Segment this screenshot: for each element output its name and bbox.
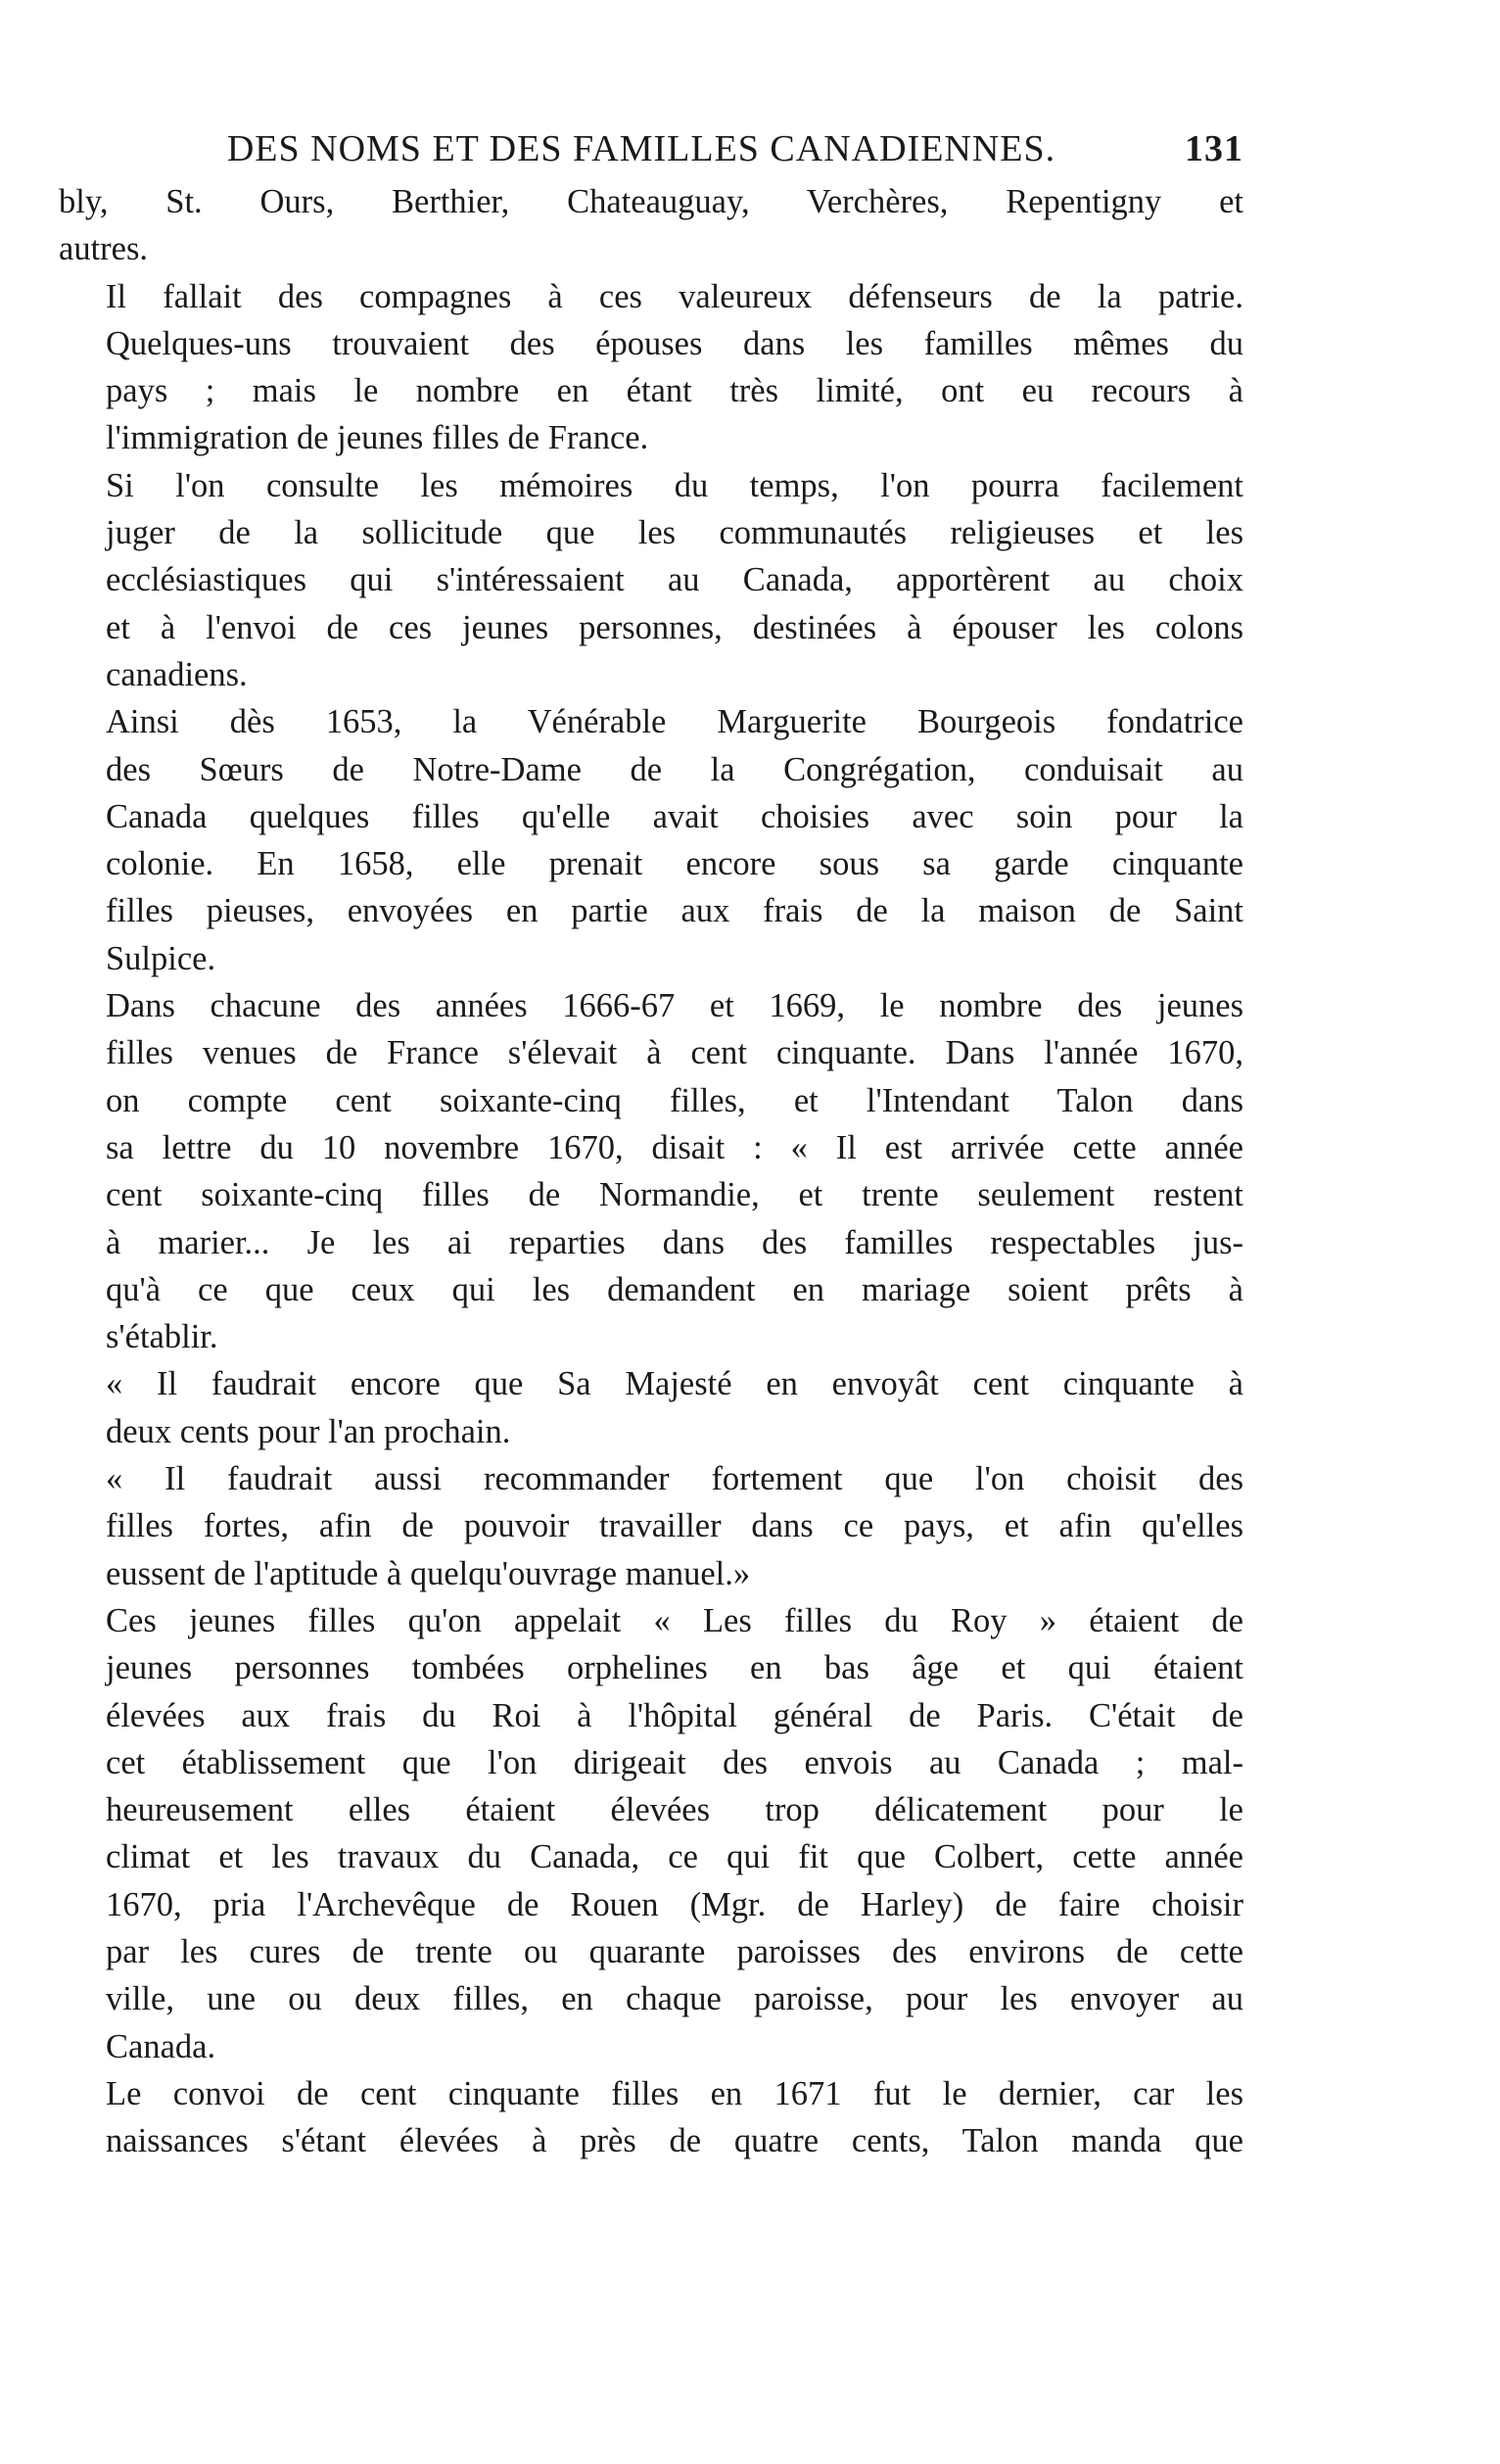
text-line: Le convoi de cent cinquante filles en 1671 fut le dernier, car les: [106, 2074, 1243, 2112]
text-line: filles venues de France s'élevait à cent cinquante. Dans l'année 1670,: [106, 1034, 1243, 1072]
paragraph: [59, 1597, 1243, 2070]
text-line: 1670, pria l'Archevêque de Rouen (Mgr. de Harley) de faire choisir: [106, 1885, 1243, 1923]
paragraph: [59, 1455, 1243, 1597]
text-line: filles pieuses, envoyées en partie aux frais de la maison de Saint: [106, 892, 1243, 930]
paragraph: [59, 273, 1243, 462]
text-line: ecclésiastiques qui s'intéressaient au Canada, apportèrent au choix: [106, 561, 1243, 599]
text-line: Quelques-uns trouvaient des épouses dans les familles mêmes du: [106, 324, 1243, 362]
text-line: et à l'envoi de ces jeunes personnes, destinées à épouser les colons: [106, 608, 1243, 646]
text-line: canadiens.: [106, 655, 248, 693]
running-head: [59, 127, 1243, 170]
text-line: on compte cent soixante-cinq filles, et l'Intendant Talon dans: [106, 1081, 1243, 1119]
page-number: 131: [1185, 128, 1243, 169]
paragraph: [59, 462, 1243, 698]
text-line: Si l'on consulte les mémoires du temps, l'on pourra facilement: [106, 466, 1243, 504]
text-line: jeunes personnes tombées orphelines en bas âge et qui étaient: [106, 1649, 1243, 1687]
text-line: climat et les travaux du Canada, ce qui fit que Colbert, cette année: [106, 1838, 1243, 1876]
text-line: colonie. En 1658, elle prenait encore sous sa garde cinquante: [106, 845, 1243, 883]
text-line: filles fortes, afin de pouvoir travailler dans ce pays, et afin qu'elles: [106, 1507, 1243, 1545]
text-line: cet établissement que l'on dirigeait des envois au Canada ; mal-: [106, 1743, 1243, 1781]
text-line: ville, une ou deux filles, en chaque paroisse, pour les envoyer au: [106, 1980, 1243, 2018]
text-line: naissances s'étant élevées à près de quatre cents, Talon manda que: [106, 2122, 1243, 2160]
text-line: eussent de l'aptitude à quelqu'ouvrage manuel.»: [106, 1554, 751, 1592]
text-line: Dans chacune des années 1666-67 et 1669, le nombre des jeunes: [106, 987, 1243, 1025]
text-line: Ainsi dès 1653, la Vénérable Marguerite Bourgeois fondatrice: [106, 703, 1243, 741]
text-line: Il fallait des compagnes à ces valeureux défenseurs de la patrie.: [106, 277, 1243, 315]
text-line: juger de la sollicitude que les communautés religieuses et les: [106, 514, 1243, 552]
text-line: qu'à ce que ceux qui les demandent en mariage soient prêts à: [106, 1270, 1243, 1308]
text-line: « Il faudrait aussi recommander fortement que l'on choisit des: [106, 1460, 1243, 1498]
text-line: pays ; mais le nombre en étant très limité, ont eu recours à: [106, 372, 1243, 410]
paragraph: [59, 698, 1243, 982]
text-line: Ces jeunes filles qu'on appelait « Les filles du Roy » étaient de: [106, 1601, 1243, 1639]
text-line: par les cures de trente ou quarante paroisses des environs de cette: [106, 1932, 1243, 1970]
text-line: s'établir.: [106, 1318, 218, 1356]
text-line: deux cents pour l'an prochain.: [106, 1412, 511, 1450]
paragraph: [59, 2070, 1243, 2165]
text-line: heureusement elles étaient élevées trop délicatement pour le: [106, 1791, 1243, 1829]
body-text: [59, 178, 1243, 2164]
paragraph: [59, 1360, 1243, 1455]
text-line: l'immigration de jeunes filles de France.: [106, 419, 649, 457]
text-line: à marier... Je les ai reparties dans des familles respectables jus-: [106, 1223, 1243, 1261]
text-line: cent soixante-cinq filles de Normandie, et trente seulement restent: [106, 1176, 1243, 1214]
text-line: « Il faudrait encore que Sa Majesté en envoyât cent cinquante à: [106, 1365, 1243, 1403]
running-title: DES NOMS ET DES FAMILLES CANADIENNES.: [226, 128, 1056, 169]
text-line: Sulpice.: [106, 939, 216, 977]
text-line: Canada.: [106, 2027, 216, 2065]
paragraph: [59, 178, 1243, 273]
text-line: élevées aux frais du Roi à l'hôpital général de Paris. C'était de: [106, 1696, 1243, 1734]
text-line: autres.: [59, 230, 149, 268]
text-line: Canada quelques filles qu'elle avait choisies avec soin pour la: [106, 797, 1243, 835]
paragraph: [59, 982, 1243, 1360]
text-line: bly, St. Ours, Berthier, Chateauguay, Verchères, Repentigny et: [59, 183, 1243, 220]
text-line: sa lettre du 10 novembre 1670, disait : « Il est arrivée cette année: [106, 1128, 1243, 1166]
text-line: des Sœurs de Notre-Dame de la Congrégation, conduisait au: [106, 750, 1243, 788]
book-page: [59, 127, 1243, 2380]
